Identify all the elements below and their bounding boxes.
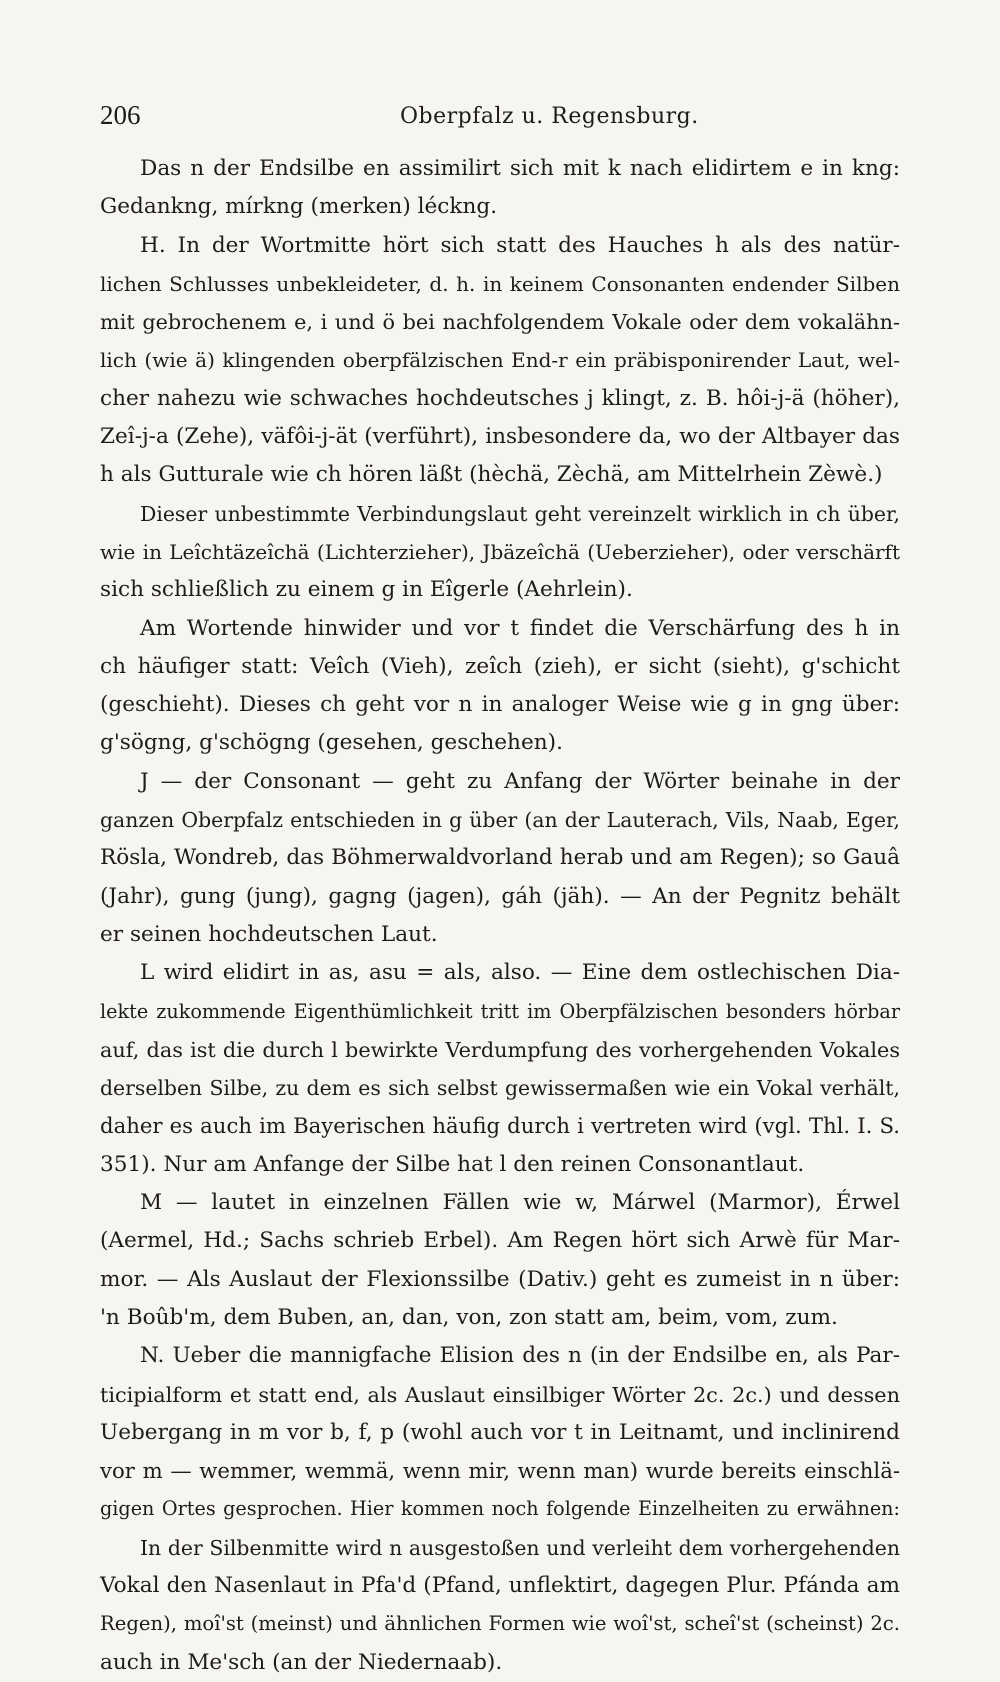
text-line: (Aermel, Hd.; Sachs schrieb Erbel). Am Regen hört sich Arwè für Mar- — [100, 1228, 900, 1254]
text-line: lekte zukommende Eigenthümlichkeit tritt im Oberpfälzischen besonders hörbar — [100, 999, 900, 1023]
text-line: cher nahezu wie schwaches hochdeutsches j klingt, z. B. hôi-j-ä (höher), — [100, 385, 900, 411]
text-line: lich (wie ä) klingenden oberpfälzischen End-r ein präbisponirender Laut, wel- — [100, 348, 900, 373]
text-line: lichen Schlusses unbekleideter, d. h. in keinem Consonanten endender Silben — [100, 271, 900, 296]
text-line: M — lautet in einzelnen Fällen wie w, Márwel (Marmor), Érwel — [140, 1190, 900, 1216]
text-line: H. In der Wortmitte hört sich statt des Hauches h als des natür- — [140, 232, 900, 258]
text-line: (Jahr), gung (jung), gagng (jagen), gáh (jäh). — An der Pegnitz behält — [100, 883, 900, 909]
running-head: Oberpfalz u. Regensburg. — [400, 104, 699, 129]
text-line: gigen Ortes gesprochen. Hier kommen noch folgende Einzelheiten zu erwähnen: — [100, 1497, 900, 1521]
text-line: Uebergang in m vor b, f, p (wohl auch vor t in Leitnamt, und inclinirend — [100, 1419, 900, 1445]
text-line: derselben Silbe, zu dem es sich selbst gewissermaßen wie ein Vokal verhält, — [100, 1076, 900, 1101]
text-line: N. Ueber die mannigfache Elision des n (in der Endsilbe en, als Par- — [140, 1343, 900, 1369]
text-line: ticipialform et statt end, als Auslaut einsilbiger Wörter 2c. 2c.) und dessen — [100, 1382, 900, 1407]
text-line: 351). Nur am Anfange der Silbe hat l den reinen Consonantlaut. — [100, 1151, 805, 1177]
text-line: ganzen Oberpfalz entschieden in g über (an der Lauterach, Vils, Naab, Eger, — [100, 808, 900, 833]
text-line: ch häufiger statt: Veîch (Vieh), zeîch (zieh), er sicht (sieht), g'schicht — [100, 653, 900, 679]
text-line: Zeî-j-a (Zehe), väfôi-j-ät (verführt), insbesondere da, wo der Altbayer das — [100, 424, 900, 450]
text-line: Gedankng, mírkng (merken) léckng. — [100, 194, 498, 220]
text-line: 'n Boûb'm, dem Buben, an, dan, von, zon statt am, beim, vom, zum. — [100, 1304, 838, 1330]
text-line: h als Gutturale wie ch hören läßt (hèchä, Zèchä, am Mittelrhein Zèwè.) — [100, 462, 883, 488]
text-line: er seinen hochdeutschen Laut. — [100, 921, 438, 947]
text-line: Dieser unbestimmte Verbindungslaut geht vereinzelt wirklich in ch über, — [140, 501, 900, 526]
text-line: mit gebrochenem e, i und ö bei nachfolgendem Vokale oder dem vokalähn- — [100, 310, 900, 335]
text-line: L wird elidirt in as, asu = als, also. — Eine dem ostlechischen Dia- — [140, 960, 900, 986]
text-line: auf, das ist die durch l bewirkte Verdumpfung des vorhergehenden Vokales — [100, 1037, 900, 1062]
text-line: Am Wortende hinwider und vor t findet die Verschärfung des h in — [140, 615, 900, 641]
text-line: sich schließlich zu einem g in Eîgerle (Aehrlein). — [100, 577, 633, 603]
body-text — [100, 150, 900, 1682]
text-line: (geschieht). Dieses ch geht vor n in analoger Weise wie g in gng über: — [100, 692, 900, 718]
text-line: g'sögng, g'schögng (gesehen, geschehen). — [100, 730, 563, 756]
text-line: Regen), moî'st (meinst) und ähnlichen Formen wie woî'st, scheî'st (scheinst) 2c. — [100, 1612, 900, 1636]
page-header — [100, 100, 900, 140]
text-line: Vokal den Nasenlaut in Pfa'd (Pfand, unflektirt, dagegen Plur. Pfánda am — [100, 1572, 900, 1598]
text-line: In der Silbenmitte wird n ausgestoßen und verleiht dem vorhergehenden — [140, 1535, 900, 1560]
page-number: 206 — [100, 100, 141, 130]
text-line: J — der Consonant — geht zu Anfang der Wörter beinahe in der — [140, 768, 900, 794]
text-line: Rösla, Wondreb, das Böhmerwaldvorland herab und am Regen); so Gauâ — [100, 845, 900, 871]
text-line: auch in Me'sch (an der Niedernaab). — [100, 1649, 503, 1675]
text-line: vor m — wemmer, wemmä, wenn mir, wenn man) wurde bereits einschlä- — [100, 1458, 900, 1484]
text-line: Das n der Endsilbe en assimilirt sich mit k nach elidirtem e in kng: — [140, 156, 900, 181]
text-line: wie in Leîchtäzeîchä (Lichterzieher), Jbäzeîchä (Ueberzieher), oder verschärft — [100, 539, 900, 564]
text-line: daher es auch im Bayerischen häufig durch i vertreten wird (vgl. Thl. I. S. — [100, 1113, 900, 1139]
text-line: mor. — Als Auslaut der Flexionssilbe (Dativ.) geht es zumeist in n über: — [100, 1266, 900, 1292]
